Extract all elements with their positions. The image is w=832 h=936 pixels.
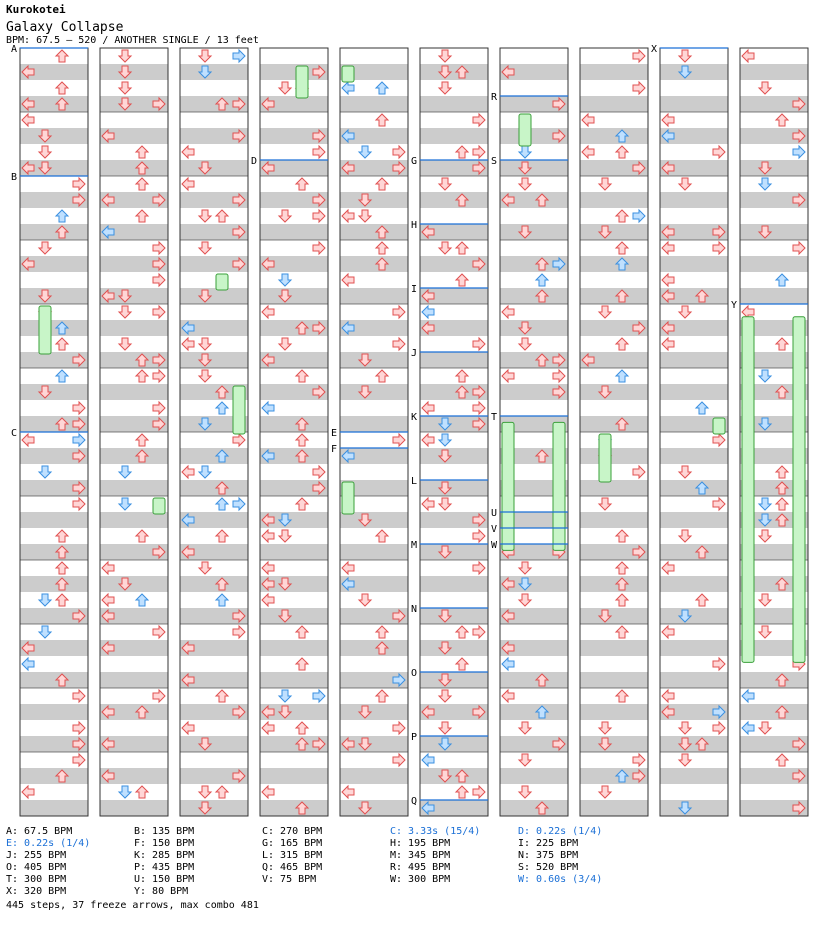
- freeze-arrow: [296, 66, 308, 98]
- legend-entry: A: 67.5 BPM: [6, 826, 73, 837]
- chart-summary: 445 steps, 37 freeze arrows, max combo 481: [6, 900, 259, 911]
- bpm-marker-label: D: [251, 156, 258, 167]
- legend-entry: Y: 80 BPM: [134, 886, 189, 897]
- bpm-marker-label: X: [651, 44, 658, 55]
- legend-entry: C: 270 BPM: [262, 826, 323, 837]
- legend-entry: M: 345 BPM: [390, 850, 451, 861]
- song-title: Galaxy Collapse: [6, 20, 124, 35]
- legend-entry: E: 0.22s (1/4): [6, 838, 91, 849]
- legend-entry: D: 0.22s (1/4): [518, 826, 603, 837]
- freeze-arrow: [233, 386, 245, 434]
- chart-column-8: [580, 48, 648, 816]
- chart-column-6: [420, 48, 488, 816]
- legend-entry: F: 150 BPM: [134, 838, 195, 849]
- legend-entry: W: 300 BPM: [390, 874, 451, 885]
- bpm-marker-label: H: [411, 220, 418, 231]
- legend-entry: G: 165 BPM: [262, 838, 323, 849]
- chart-column-2: [100, 48, 168, 816]
- legend-entry: T: 300 BPM: [6, 874, 67, 885]
- legend-entry: H: 195 BPM: [390, 838, 451, 849]
- bpm-marker-label: I: [411, 284, 418, 295]
- bpm-marker-label: V: [491, 524, 498, 535]
- bpm-marker-label: T: [491, 412, 498, 423]
- chart-column-4: [260, 48, 328, 816]
- long-freeze-arrow: [793, 317, 805, 663]
- legend-entry: X: 320 BPM: [6, 886, 67, 897]
- bpm-marker-label: G: [411, 156, 418, 167]
- legend-entry: U: 150 BPM: [134, 874, 195, 885]
- legend-entry: I: 225 BPM: [518, 838, 579, 849]
- bpm-marker-label: S: [491, 156, 498, 167]
- bpm-marker-label: C: [11, 428, 18, 439]
- bpm-marker-label: Q: [411, 796, 418, 807]
- bpm-marker-label: N: [411, 604, 418, 615]
- freeze-arrow: [216, 274, 228, 290]
- long-freeze-arrow: [742, 317, 754, 663]
- chart-column-3: [180, 48, 248, 816]
- long-freeze-arrow: [553, 422, 565, 550]
- legend-entry: Q: 465 BPM: [262, 862, 323, 873]
- freeze-arrow: [599, 434, 611, 482]
- bpm-marker-label: E: [331, 428, 338, 439]
- bpm-marker-label: J: [411, 348, 418, 359]
- chart-info: BPM: 67.5 – 520 / ANOTHER SINGLE / 13 feet: [6, 35, 259, 46]
- bpm-marker-label: O: [411, 668, 418, 679]
- legend-entry: L: 315 BPM: [262, 850, 323, 861]
- bpm-marker-label: R: [491, 92, 498, 103]
- bpm-marker-label: L: [411, 476, 418, 487]
- song-artist: Kurokotei: [6, 3, 66, 16]
- freeze-arrow: [713, 418, 725, 434]
- freeze-arrow: [519, 114, 531, 146]
- legend-entry: N: 375 BPM: [518, 850, 579, 861]
- legend-entry: K: 285 BPM: [134, 850, 195, 861]
- legend-entry: W: 0.60s (3/4): [518, 874, 603, 885]
- bpm-marker-label: A: [11, 44, 18, 55]
- legend-entry: S: 520 BPM: [518, 862, 579, 873]
- legend-entry: C: 3.33s (15/4): [390, 826, 481, 837]
- legend-entry: J: 255 BPM: [6, 850, 67, 861]
- bpm-marker-label: K: [411, 412, 418, 423]
- legend-entry: O: 405 BPM: [6, 862, 67, 873]
- bpm-marker-label: W: [491, 540, 498, 551]
- bpm-marker-label: P: [411, 732, 418, 743]
- bpm-marker-label: Y: [731, 300, 738, 311]
- bpm-marker-label: F: [331, 444, 338, 455]
- freeze-arrow: [153, 498, 165, 514]
- legend-entry: B: 135 BPM: [134, 826, 195, 837]
- legend-entry: V: 75 BPM: [262, 874, 317, 885]
- bpm-marker-label: U: [491, 508, 498, 519]
- bpm-marker-label: M: [411, 540, 418, 551]
- long-freeze-arrow: [502, 422, 514, 550]
- chart-column-9: [660, 48, 728, 816]
- freeze-arrow: [342, 66, 354, 82]
- freeze-arrow: [342, 482, 354, 514]
- bpm-marker-label: B: [11, 172, 18, 183]
- legend-entry: R: 495 BPM: [390, 862, 451, 873]
- freeze-arrow: [39, 306, 51, 354]
- legend-entry: P: 435 BPM: [134, 862, 195, 873]
- bpm-legend: [6, 826, 826, 897]
